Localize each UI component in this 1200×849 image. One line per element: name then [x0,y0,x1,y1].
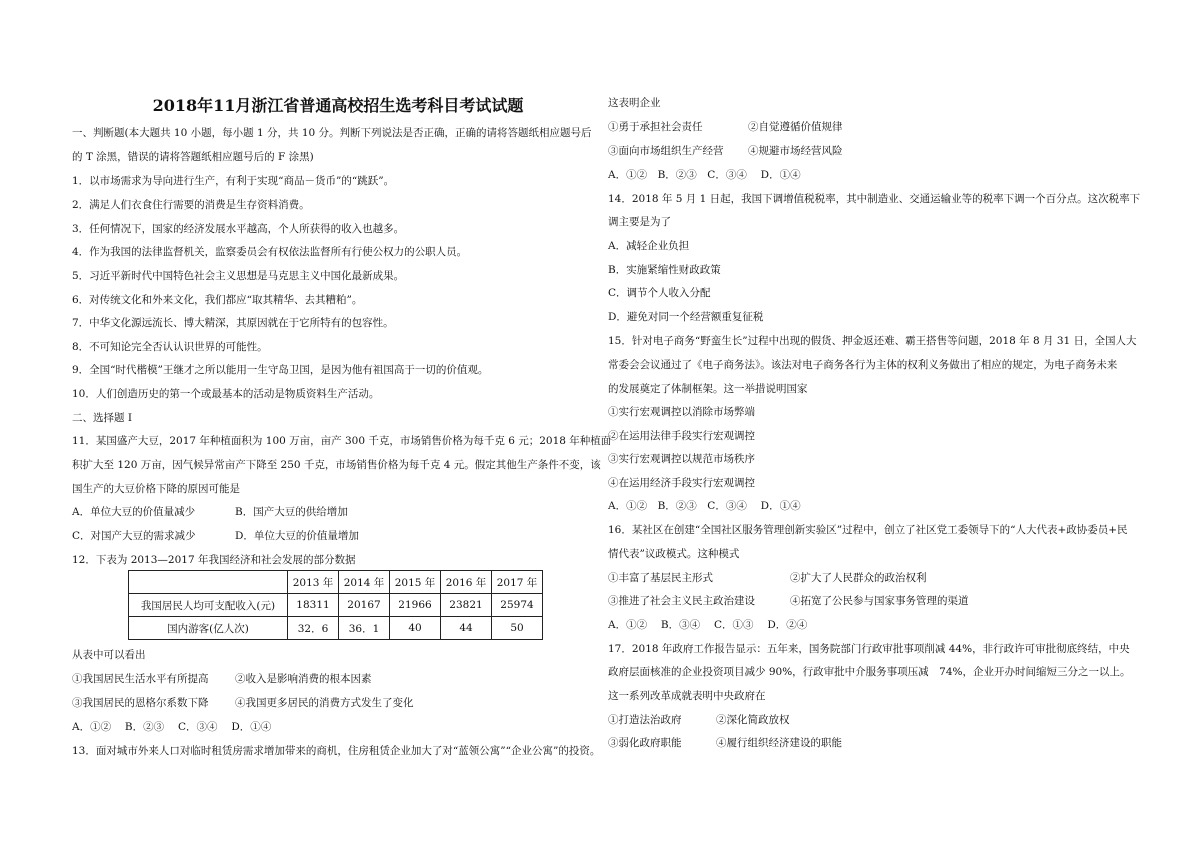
q11-option-c: C．对国产大豆的需求减少 [72,530,196,542]
table-cell: 23821 [441,594,492,617]
q15-option-3: ③实行宏观调控以规范市场秩序 [608,453,755,465]
q15-stem-2: 常委会会议通过了《电子商务法》。该法对电子商务各行为主体的权利义务做出了相应的规定，为电子商务未来 [608,359,1118,371]
q13-option-2: ②自觉遵循价值规律 [748,121,843,133]
q14-option-d: D．避免对同一个经营额重复征税 [608,311,764,323]
table-cell: 18311 [288,594,339,617]
judge-item-3: 3．任何情况下，国家的经济发展水平越高，个人所获得的收入也越多。 [72,223,405,235]
table-cell: 44 [441,617,492,640]
table-header-year: 2016 年 [441,571,492,594]
table-cell: 36．1 [339,617,390,640]
q12-option-3: ③我国居民的恩格尔系数下降 [72,697,209,709]
q14-option-a: A．减轻企业负担 [608,240,690,252]
q13-option-3: ③面向市场组织生产经营 [608,145,724,157]
table-cell: 32．6 [288,617,339,640]
q16-answers: A．①② B．③④ C．①③ D．②④ [608,619,808,631]
q16-option-1: ①丰富了基层民主形式 [608,572,713,584]
q12-option-2: ②收入是影响消费的根本因素 [235,673,372,685]
table-header-year: 2017 年 [492,571,543,594]
judge-item-1: 1．以市场需求为导向进行生产，有利于实现“商品－货币”的“跳跃”。 [72,175,395,187]
q16-stem-2: 情代表”议政模式。这种模式 [608,548,740,560]
q17-stem: 17．2018 年政府工作报告显示：五年来，国务院部门行政审批事项削减 44%，非行政许可审批彻底终结，中央 [608,643,1130,655]
q15-option-1: ①实行宏观调控以消除市场弊端 [608,406,755,418]
table-cell: 40 [390,617,441,640]
section2-heading: 二、选择题 I [72,412,132,424]
section1-instruction-cont: 的 T 涂黑，错误的请将答题纸相应题号后的 F 涂黑) [72,151,314,163]
q17-stem-3: 这一系列改革成就表明中央政府在 [608,690,766,702]
q11-option-a: A．单位大豆的价值量减少 [72,506,196,518]
table-cell: 20167 [339,594,390,617]
table-row-label: 我国居民人均可支配收入(元) [129,594,288,617]
table-header-year: 2013 年 [288,571,339,594]
q12-data-table [128,570,543,640]
q17-option-1: ①打造法治政府 [608,714,682,726]
table-header-blank [129,571,288,594]
q14-stem-2: 调主要是为了 [608,216,671,228]
table-header-year: 2015 年 [390,571,441,594]
q16-option-4: ④拓宽了公民参与国家事务管理的渠道 [790,595,969,607]
judge-item-8: 8．不可知论完全否认认识世界的可能性。 [72,341,268,353]
q16-stem: 16．某社区在创建“全国社区服务管理创新实验区”过程中，创立了社区党工委领导下的“人大代表+政协委员+民 [608,524,1128,536]
table-cell: 21966 [390,594,441,617]
q12-stem-2: 从表中可以看出 [72,649,146,661]
q12-answers: A．①② B．②③ C．③④ D．①④ [72,721,272,733]
table-header-row [129,571,543,594]
q14-stem: 14．2018 年 5 月 1 日起，我国下调增值税税率，其中制造业、交通运输业等的税率下调一个百分点。这次税率下 [608,193,1141,205]
q11-option-b: B．国产大豆的供给增加 [235,506,348,518]
q13-answers: A．①② B．②③ C．③④ D．①④ [608,169,801,181]
q15-stem-3: 的发展奠定了体制框架。这一举措说明国家 [608,383,808,395]
q15-option-4: ④在运用经济手段实行宏观调控 [608,477,755,489]
q13-option-1: ①勇于承担社会责任 [608,121,703,133]
q14-option-b: B．实施紧缩性财政政策 [608,264,721,276]
judge-item-4: 4．作为我国的法律监督机关，监察委员会有权依法监督所有行使公权力的公职人员。 [72,246,468,258]
q13-option-4: ④规避市场经营风险 [748,145,843,157]
q13-stem-2: 这表明企业 [608,97,661,109]
q17-option-2: ②深化简政放权 [716,714,790,726]
section1-instruction: 一、判断题(本大题共 10 小题，每小题 1 分，共 10 分。判断下列说法是否正确，正确的请将答题纸相应题号后 [72,127,592,139]
q17-option-3: ③弱化政府职能 [608,737,682,749]
q11-stem-2: 积扩大至 120 万亩，因气候异常亩产下降至 250 千克，市场销售价格为每千克 4 元。假定其他生产条件不变，该 [72,459,601,471]
q17-option-4: ④履行组织经济建设的职能 [716,737,842,749]
q16-option-2: ②扩大了人民群众的政治权利 [790,572,927,584]
q16-option-3: ③推进了社会主义民主政治建设 [608,595,755,607]
q14-option-c: C．调节个人收入分配 [608,287,711,299]
q12-stem: 12．下表为 2013—2017 年我国经济和社会发展的部分数据 [72,554,356,566]
q12-option-1: ①我国居民生活水平有所提高 [72,673,209,685]
q11-stem: 11．某国盛产大豆，2017 年种植面积为 100 万亩，亩产 300 千克，市场销售价格为每千克 6 元；2018 年种植面 [72,435,612,447]
table-cell: 50 [492,617,543,640]
q11-stem-3: 国生产的大豆价格下降的原因可能是 [72,483,240,495]
judge-item-9: 9．全国“时代楷模”王继才之所以能用一生守岛卫国，是因为他有祖国高于一切的价值观。 [72,364,489,376]
table-header-year: 2014 年 [339,571,390,594]
q15-stem: 15．针对电子商务“野蛮生长”过程中出现的假货、押金返还难、霸王搭售等问题，2018 年 8 月 31 日，全国人大 [608,335,1137,347]
q17-stem-2: 政府层面核准的企业投资项目减少 90%，行政审批中介服务事项压减 74%，企业开办时间缩短三分之一以上。 [608,666,1131,678]
judge-item-2: 2．满足人们衣食住行需要的消费是生存资料消费。 [72,199,310,211]
judge-item-7: 7．中华文化源远流长、博大精深，其原因就在于它所特有的包容性。 [72,317,394,329]
q15-option-2: ②在运用法律手段实行宏观调控 [608,430,755,442]
table-row [129,594,543,617]
q12-option-4: ④我国更多居民的消费方式发生了变化 [235,697,414,709]
judge-item-5: 5．习近平新时代中国特色社会主义思想是马克思主义中国化最新成果。 [72,270,405,282]
q15-answers: A．①② B．②③ C．③④ D．①④ [608,500,801,512]
table-row [129,617,543,640]
table-row-label: 国内游客(亿人次) [129,617,288,640]
q13-stem: 13．面对城市外来人口对临时租赁房需求增加带来的商机，住房租赁企业加大了对“蓝领公寓”“企业公寓”的投资。 [72,745,601,757]
q11-option-d: D．单位大豆的价值量增加 [235,530,359,542]
page-title: 2018年11月浙江省普通高校招生选考科目考试试题 [152,96,524,115]
judge-item-6: 6．对传统文化和外来文化，我们都应“取其精华、去其糟粕”。 [72,294,363,306]
judge-item-10: 10．人们创造历史的第一个或最基本的活动是物质资料生产活动。 [72,388,380,400]
table-cell: 25974 [492,594,543,617]
